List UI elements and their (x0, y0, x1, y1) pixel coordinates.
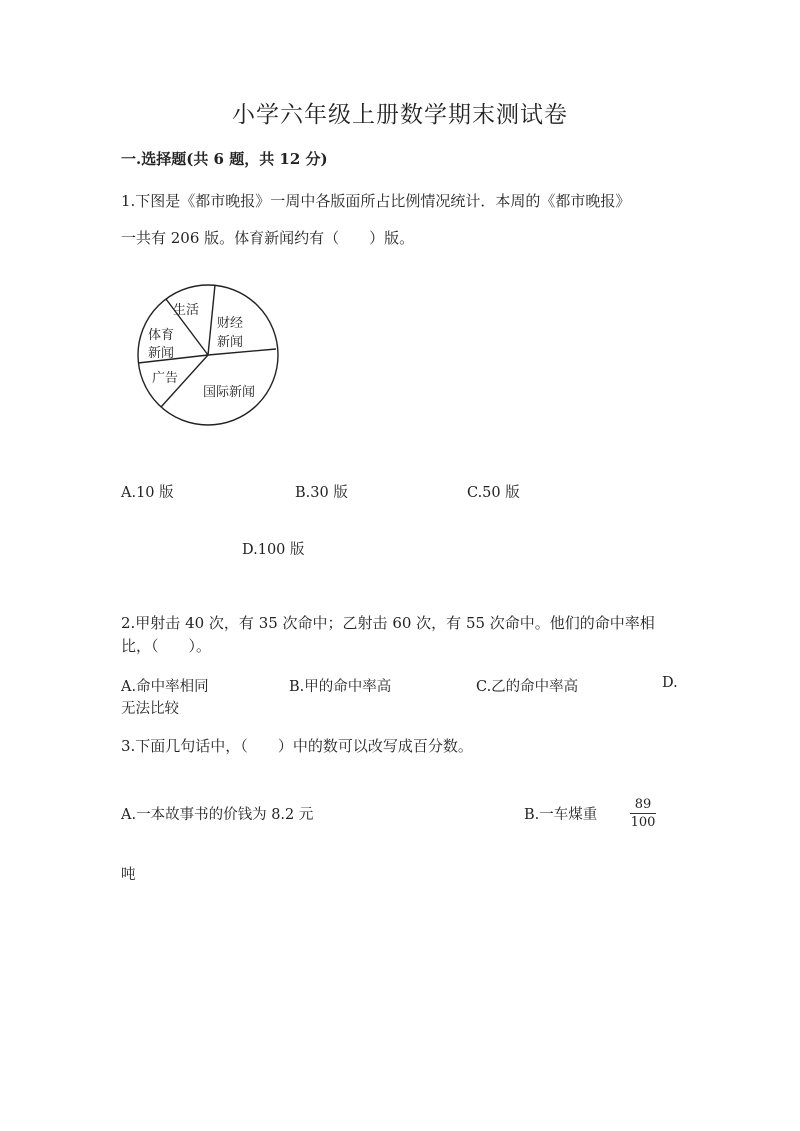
pie-label-sports-2: 新闻 (148, 346, 175, 361)
newspaper-pie-chart (133, 283, 283, 433)
question-2-option-d-text[interactable]: 无法比较 (121, 701, 179, 717)
question-2-line-2: 比，（ ）。 (121, 637, 212, 655)
question-1-option-b[interactable]: B.30 版 (295, 485, 348, 501)
question-1-option-a[interactable]: A.10 版 (121, 485, 174, 501)
page-title: 小学六年级上册数学期末测试卷 (232, 102, 568, 128)
fraction-denominator: 100 (630, 815, 656, 830)
question-1-line-1: 1.下图是《都市晚报》一周中各版面所占比例情况统计．本周的《都市晚报》 (121, 192, 631, 210)
question-2-option-d[interactable]: D. (662, 675, 678, 691)
question-3-line-1: 3.下面几句话中，（ ）中的数可以改写成百分数。 (121, 737, 473, 755)
pie-label-sports-1: 体育 (148, 328, 175, 343)
question-2-option-c[interactable]: C.乙的命中率高 (476, 679, 579, 695)
question-2-option-a[interactable]: A.命中率相同 (121, 679, 209, 695)
pie-divider-life-finance (208, 285, 215, 355)
pie-label-finance-2: 新闻 (217, 335, 244, 350)
question-2-line-1: 2.甲射击 40 次，有 35 次命中；乙射击 60 次，有 55 次命中。他们的命中率相 (121, 614, 655, 632)
question-1-line-2: 一共有 206 版。体育新闻约有（ ）版。 (121, 229, 415, 247)
question-3-option-a[interactable]: A.一本故事书的价钱为 8.2 元 (121, 807, 314, 823)
question-1-option-d[interactable]: D.100 版 (242, 542, 305, 558)
question-2-option-b[interactable]: B.甲的命中率高 (289, 679, 392, 695)
question-1-option-c[interactable]: C.50 版 (467, 485, 520, 501)
question-3-option-b[interactable]: B.一车煤重 (524, 807, 598, 823)
fraction-89-over-100 (630, 797, 656, 830)
question-3-option-b-unit: 吨 (121, 867, 136, 883)
section-heading: 一.选择题(共 6 题，共 12 分) (121, 150, 328, 168)
pie-label-life: 生活 (173, 303, 200, 318)
fraction-numerator: 89 (630, 797, 656, 814)
pie-label-ads: 广告 (152, 371, 179, 386)
pie-label-finance-1: 财经 (217, 316, 244, 331)
pie-label-intl: 国际新闻 (203, 385, 256, 400)
